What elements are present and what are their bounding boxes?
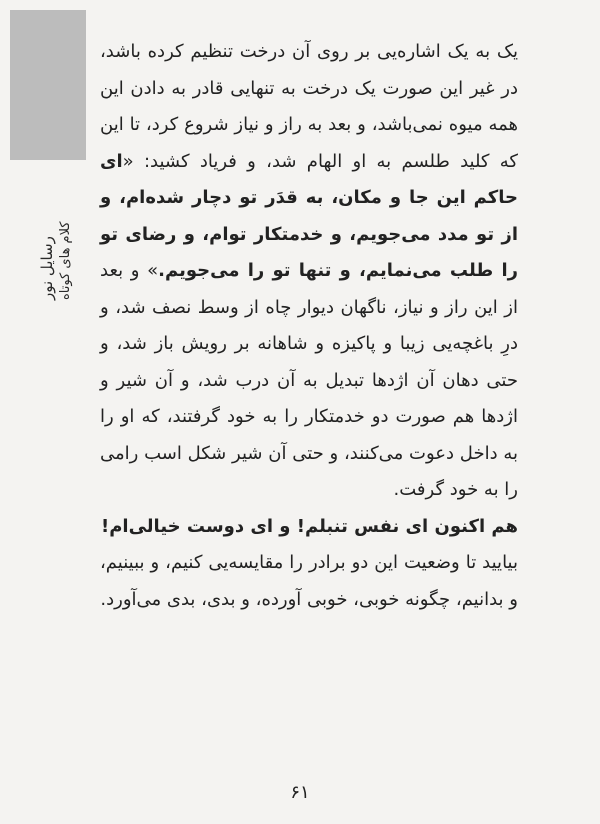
page-number: ۶۱ (290, 782, 310, 803)
paragraph-text: یک به یک اشاره‌یی بر روی آن درخت تنظیم کرده باشد، در غیر این صورت یک درخت به تنهایی قادر به دادن این همه میوه نمی‌باشد، و بعد به راز و نیاز شروع کرد، تا این که کلید طلسم به او الهام شد، و فریاد کشید: « (100, 41, 518, 172)
body-text (100, 34, 518, 618)
section-heading: هم اکنون ای نفس تنبلم! و ای دوست خیالی‌ام! (101, 515, 518, 537)
paragraph-story (100, 34, 518, 509)
paragraph-text: » و بعد از این راز و نیاز، ناگهان دیوار چاه از وسط نصف شد، و درِ باغچه‌یی زیبا و پاکیزه و شاهانه بر رویش باز شد، و حتی دهان آن اژدها تبدیل به آن درب شد، و آن شیر و اژدها هم صورت دو خدمتکار را به خود گرفتند، که او را به داخل دعوت می‌کنند، و حتی آن شیر شکل اسب رامی را به خود گرفت. (100, 260, 518, 500)
book-subtitle: کلام های کوتاه (58, 221, 73, 300)
prayer-quote: ای حاکم این جا و مکان، به قدَر تو دچار شده‌ام، و از تو مدد می‌جویم، و خدمتکار توام، و رضای تو را طلب می‌نمایم، و تنها تو را می‌جویم. (100, 150, 518, 281)
paragraph-comparison: بیایید تا وضعیت این دو برادر را مقایسه‌یی کنیم، و ببینیم، و بدانیم، چگونه خوبی، خوبی آورده، و بدی، بدی می‌آورد. (100, 552, 518, 610)
book-title: رسایل نور (38, 236, 56, 300)
chapter-tab-marker (10, 10, 86, 160)
running-header (38, 168, 88, 298)
